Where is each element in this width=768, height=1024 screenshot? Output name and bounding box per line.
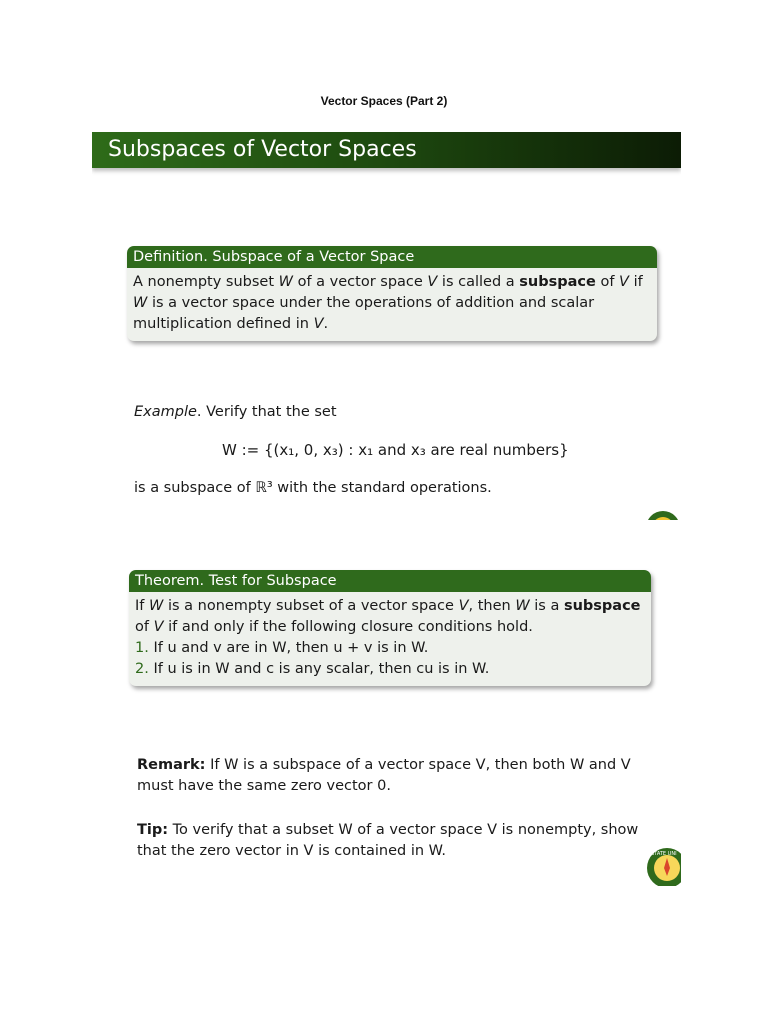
condition-item: 2. If u is in W and c is any scalar, then cu is in W.	[135, 661, 490, 677]
theorem-block	[129, 570, 651, 686]
slide-subspaces	[92, 132, 681, 520]
definition-body: A nonempty subset W of a vector space V is called a subspace of V if W is a vector space under the operations of addition and scalar multiplication defined in V.	[133, 274, 643, 332]
slide-header: Subspaces of Vector Spaces	[92, 132, 681, 168]
seal-text: STATE UNI	[651, 851, 677, 857]
slide-test-for-subspace	[92, 548, 681, 886]
remark: Remark: If W is a subspace of a vector space V, then both W and V must have the same zero vector 0.	[137, 757, 631, 794]
example-intro: Example. Verify that the set	[134, 404, 337, 420]
university-seal-icon	[645, 510, 681, 520]
definition-title: Definition. Subspace of a Vector Space	[127, 246, 657, 268]
example-conclusion: is a subspace of ℝ³ with the standard operations.	[134, 480, 492, 496]
university-seal-icon	[645, 846, 681, 886]
subspace-term: subspace	[519, 274, 596, 290]
theorem-body	[129, 592, 651, 686]
theorem-intro: If W is a nonempty subset of a vector space V, then W is a subspace of V if and only if the following closure conditions hold.	[135, 598, 641, 635]
page-title: Vector Spaces (Part 2)	[320, 94, 448, 108]
definition-block	[127, 246, 657, 341]
tip: Tip: To verify that a subset W of a vector space V is nonempty, show that the zero vector in V is contained in W.	[137, 822, 639, 859]
theorem-title: Theorem. Test for Subspace	[129, 570, 651, 592]
set-formula: W := {(x₁, 0, x₃) : x₁ and x₃ are real numbers}	[222, 441, 569, 459]
condition-item: 1. If u and v are in W, then u + v is in W.	[135, 640, 429, 656]
